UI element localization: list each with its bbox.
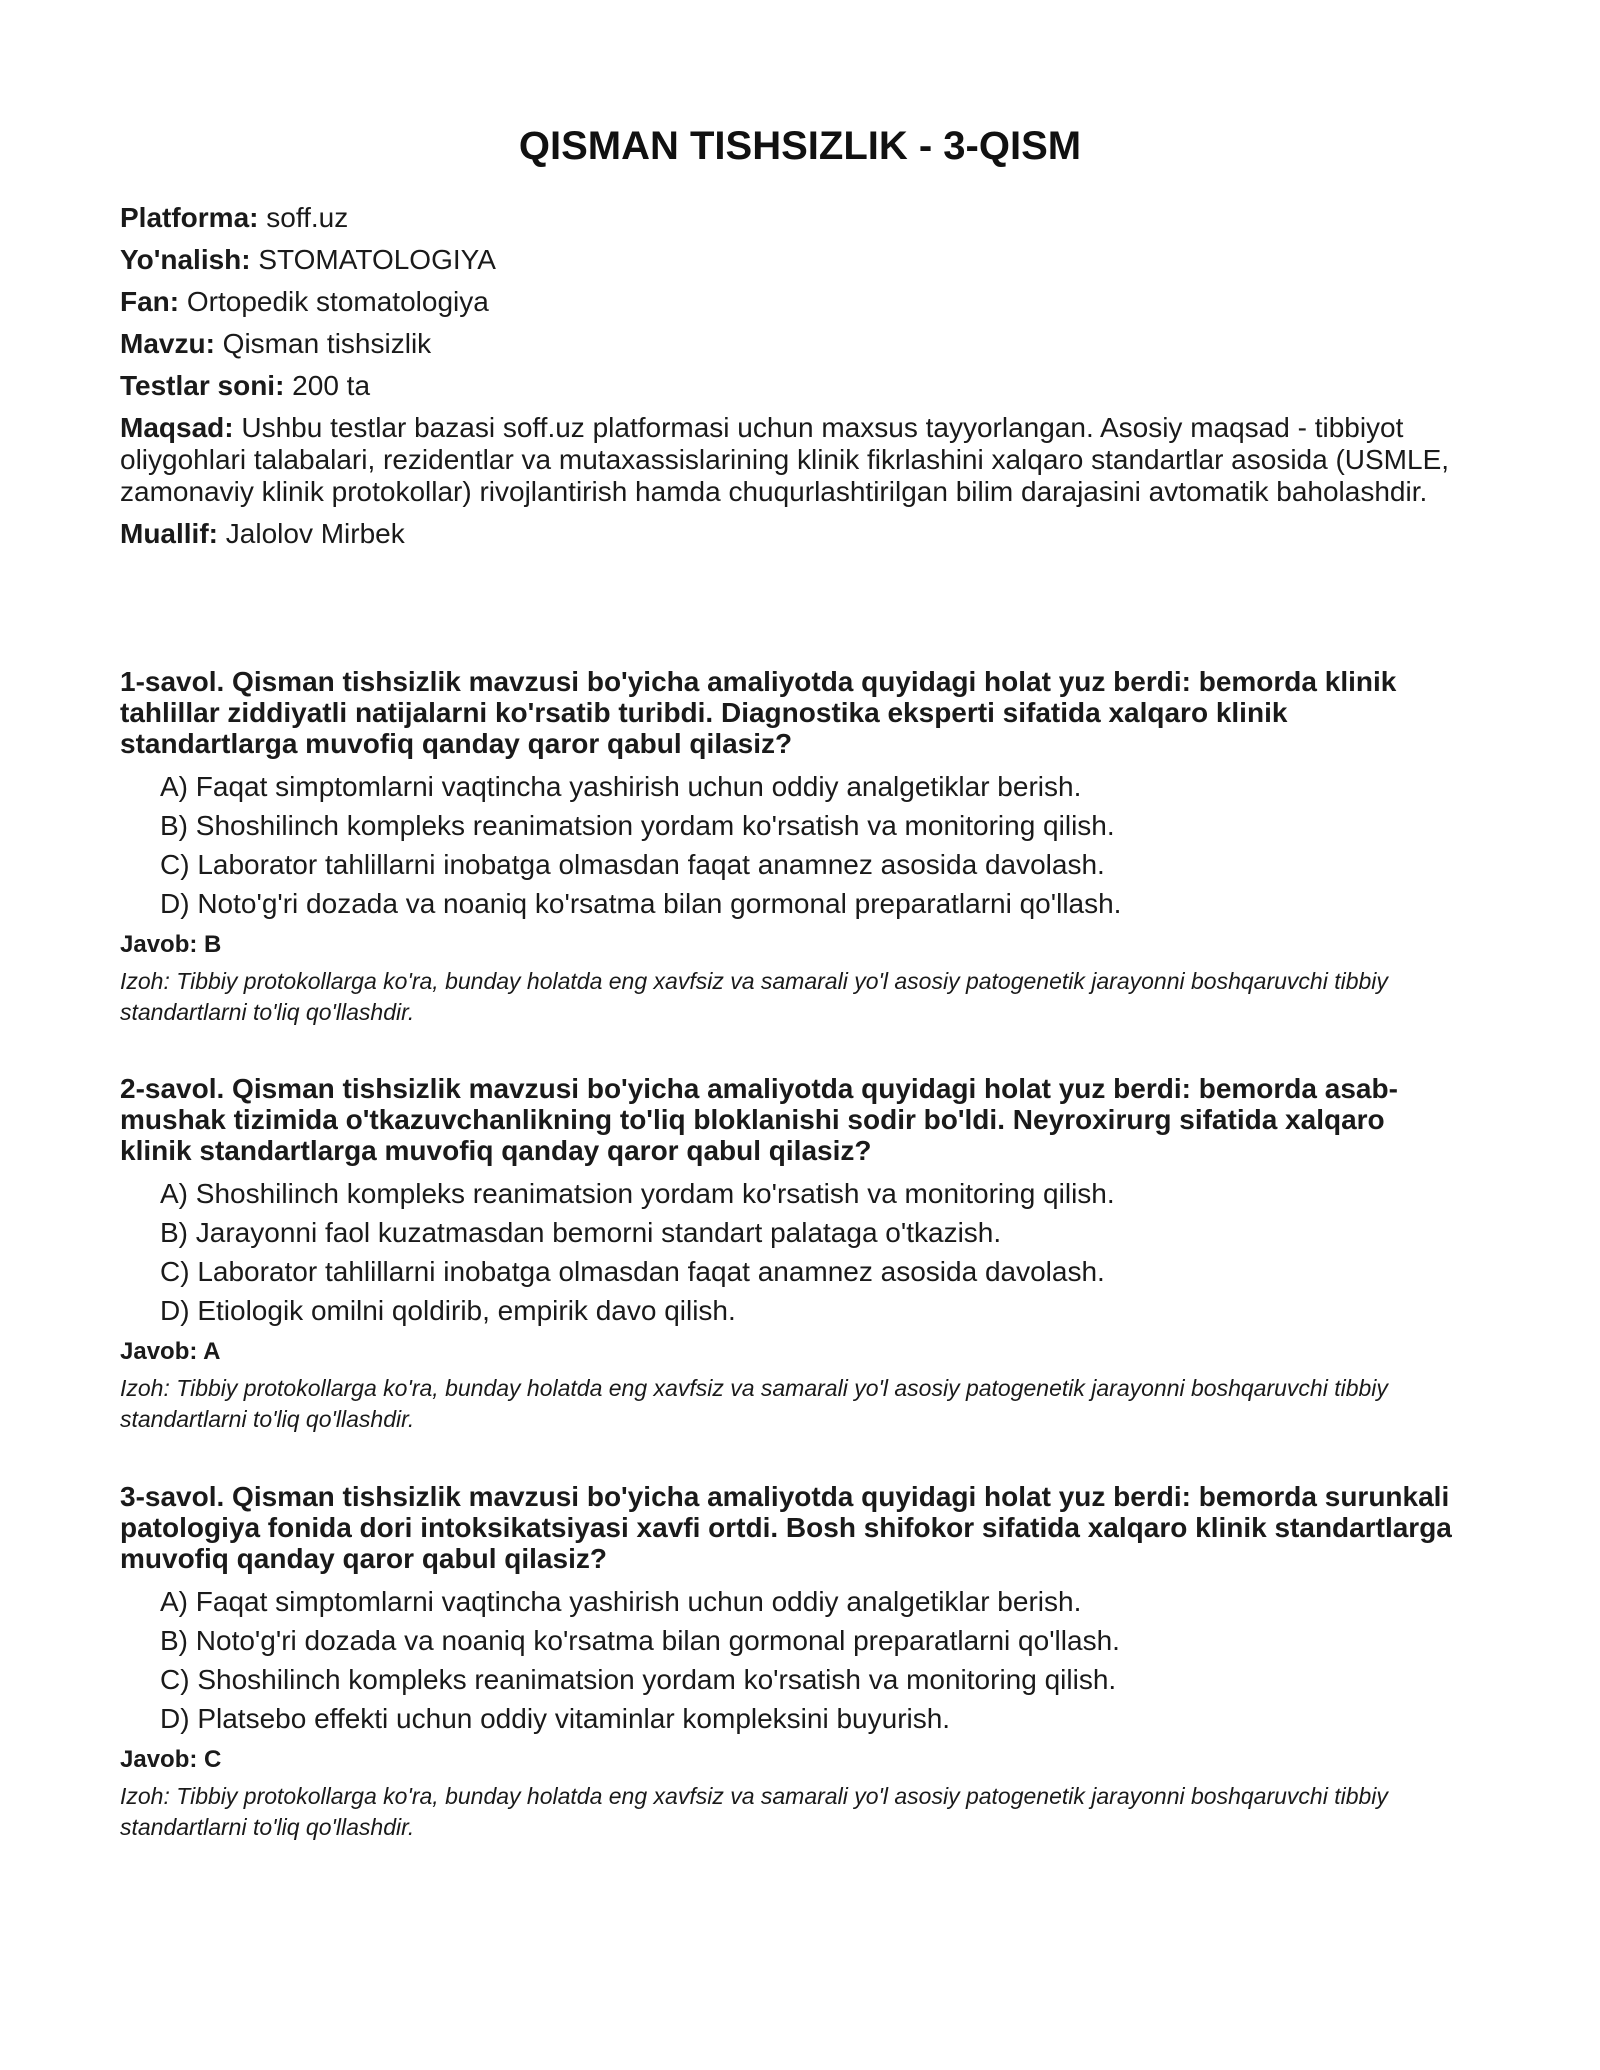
meta-value: soff.uz [258,202,349,233]
document-title: QISMAN TISHSIZLIK - 3-QISM [518,124,1082,168]
meta-label: Muallif: [120,518,218,549]
document-meta [120,202,1460,560]
meta-label: Mavzu: [120,328,215,359]
question-text: 3-savol. Qisman tishsizlik mavzusi bo'yicha amaliyotda quyidagi holat yuz berdi: bemorda surunkali patologiya fonida dori intoksikatsiyasi xavfi ortdi. Bosh shifokor sifatida xalqaro klinik standartlarga muvofiq qanday qaror qabul qilasiz? [120,1481,1452,1574]
answer-explanation: Izoh: Tibbiy protokollarga ko'ra, bunday holatda eng xavfsiz va samarali yo'l asosiy patogenetik jarayonni boshqaruvchi tibbiy standartlarni to'liq qo'llashdir. [120,1783,1388,1840]
option-a: A) Faqat simptomlarni vaqtincha yashirish uchun oddiy analgetiklar berish. [160,771,1082,802]
meta-label: Platforma: [120,202,259,233]
answer-key: Javob: A [120,1338,221,1365]
option-b: B) Noto'g'ri dozada va noaniq ko'rsatma bilan gormonal preparatlarni qo'llash. [160,1625,1120,1656]
meta-label: Yo'nalish: [120,244,251,275]
meta-value: Ushbu testlar bazasi soff.uz platformasi uchun maxsus tayyorlangan. Asosiy maqsad - tibbiyot oliygohlari talabalari, rezidentlar va mutaxassislarining klinik fikrlashini xalqaro standartlar asosida (USMLE, zamonaviy klinik protokollar) rivojlantirish hamda chuqurlashtirilgan bilim darajasini avtomatik baholashdir. [120,412,1450,507]
meta-value: 200 ta [284,370,371,401]
question-2 [120,1073,1460,1435]
answer-options [160,1178,1460,1327]
meta-subject [120,286,1460,318]
meta-value: STOMATOLOGIYA [250,244,496,275]
meta-value: Ortopedik stomatologiya [179,286,489,317]
question-text: 1-savol. Qisman tishsizlik mavzusi bo'yicha amaliyotda quyidagi holat yuz berdi: bemorda klinik tahlillar ziddiyatli natijalarni ko'rsatib turibdi. Diagnostika eksperti sifatida xalqaro klinik standartlarga muvofiq qanday qaror qabul qilasiz? [120,666,1397,759]
option-c: C) Laborator tahlillarni inobatga olmasdan faqat anamnez asosida davolash. [160,1256,1105,1287]
option-d: D) Noto'g'ri dozada va noaniq ko'rsatma bilan gormonal preparatlarni qo'llash. [160,888,1122,919]
question-1 [120,666,1460,1028]
meta-topic [120,328,1460,360]
option-c: C) Shoshilinch kompleks reanimatsion yordam ko'rsatish va monitoring qilish. [160,1664,1117,1695]
meta-value: Qisman tishsizlik [214,328,432,359]
meta-label: Maqsad: [120,412,234,443]
answer-key: Javob: C [120,1746,222,1773]
answer-explanation: Izoh: Tibbiy protokollarga ko'ra, bunday holatda eng xavfsiz va samarali yo'l asosiy patogenetik jarayonni boshqaruvchi tibbiy standartlarni to'liq qo'llashdir. [120,1375,1388,1432]
option-a: A) Shoshilinch kompleks reanimatsion yordam ko'rsatish va monitoring qilish. [160,1178,1115,1209]
answer-key: Javob: B [120,931,222,958]
meta-value: Jalolov Mirbek [218,518,405,549]
meta-author [120,518,1460,550]
answer-options [160,1586,1460,1735]
option-d: D) Platsebo effekti uchun oddiy vitaminlar kompleksini buyurish. [160,1703,951,1734]
option-b: B) Shoshilinch kompleks reanimatsion yordam ko'rsatish va monitoring qilish. [160,810,1115,841]
meta-direction [120,244,1460,276]
meta-test-count [120,370,1460,402]
option-d: D) Etiologik omilni qoldirib, empirik davo qilish. [160,1295,736,1326]
meta-label: Fan: [120,286,180,317]
meta-purpose [120,412,1460,508]
meta-label: Testlar soni: [120,370,285,401]
option-c: C) Laborator tahlillarni inobatga olmasdan faqat anamnez asosida davolash. [160,849,1105,880]
answer-options [160,771,1460,920]
answer-explanation: Izoh: Tibbiy protokollarga ko'ra, bunday holatda eng xavfsiz va samarali yo'l asosiy patogenetik jarayonni boshqaruvchi tibbiy standartlarni to'liq qo'llashdir. [120,968,1388,1025]
option-b: B) Jarayonni faol kuzatmasdan bemorni standart palataga o'tkazish. [160,1217,1002,1248]
question-3 [120,1481,1460,1843]
question-text: 2-savol. Qisman tishsizlik mavzusi bo'yicha amaliyotda quyidagi holat yuz berdi: bemorda asab-mushak tizimida o'tkazuvchanlikning to'liq bloklanishi sodir bo'ldi. Neyroxirurg sifatida xalqaro klinik standartlarga muvofiq qanday qaror qabul qilasiz? [120,1073,1398,1166]
meta-platform [120,202,1460,234]
option-a: A) Faqat simptomlarni vaqtincha yashirish uchun oddiy analgetiklar berish. [160,1586,1082,1617]
